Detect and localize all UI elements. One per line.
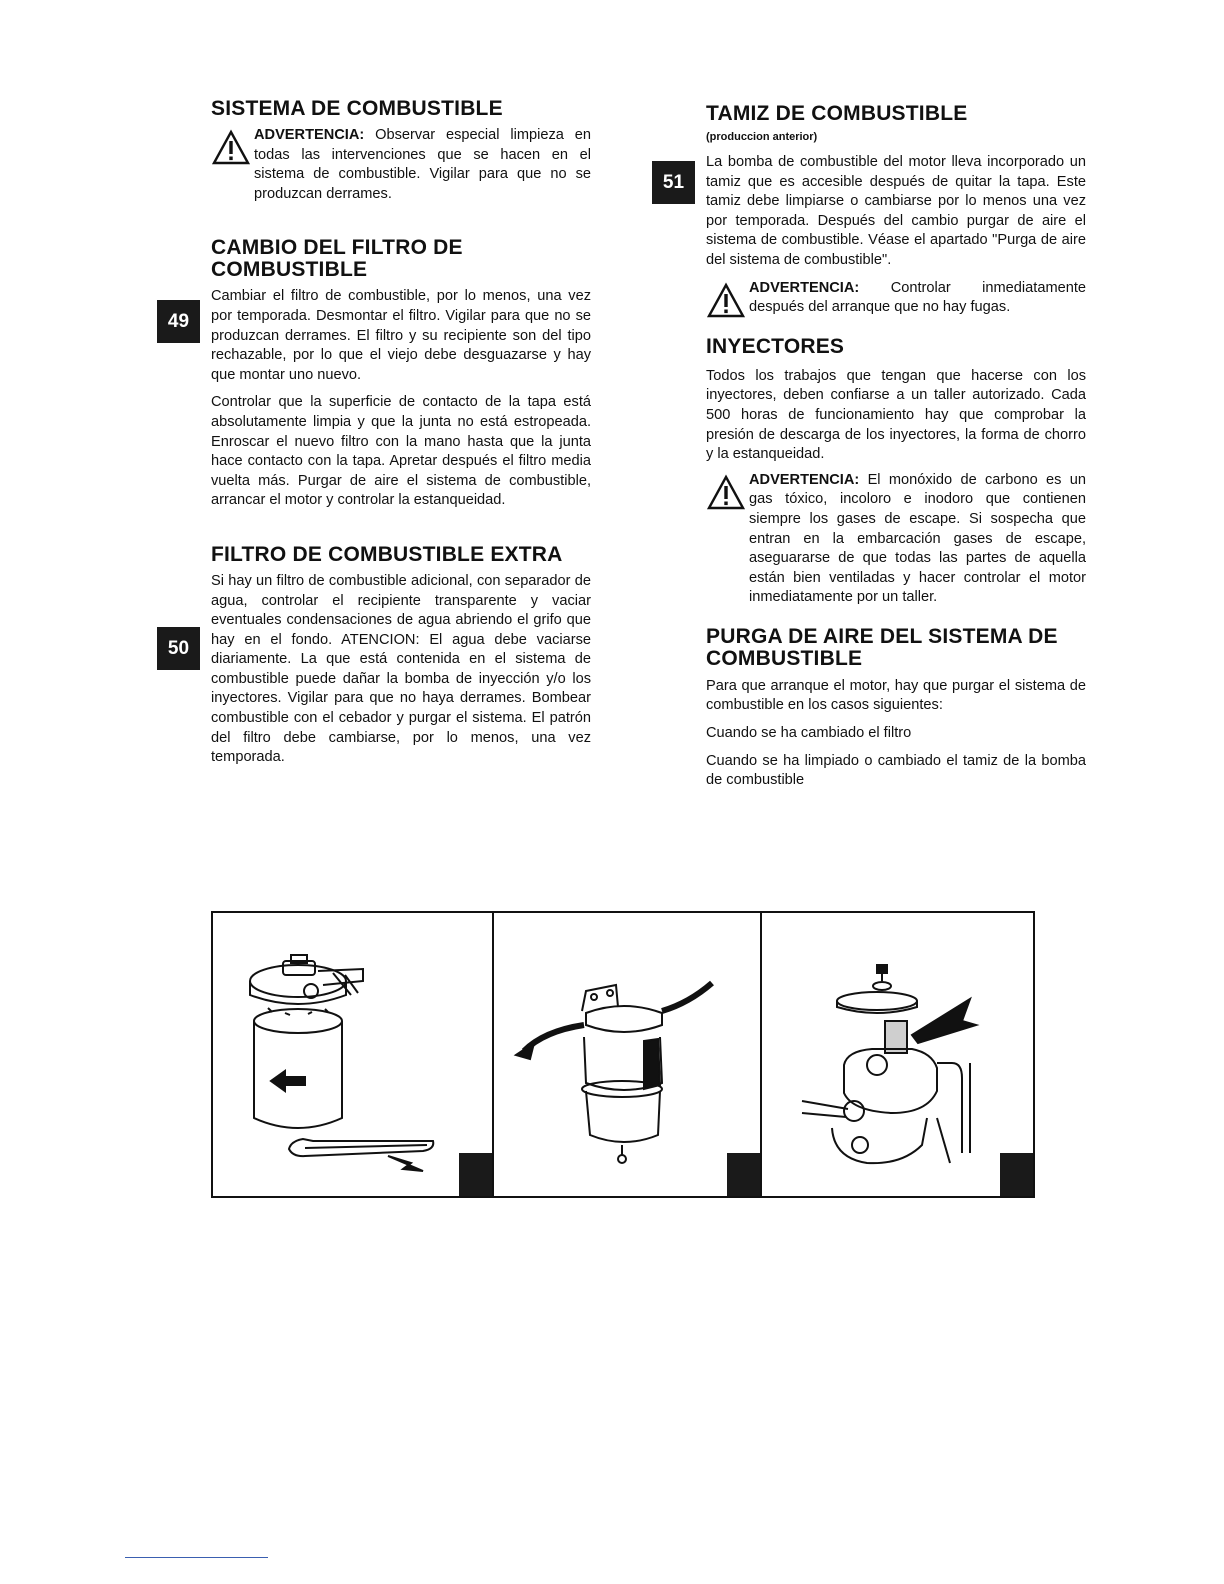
paragraph: Cuando se ha limpiado o cambiado el tamiz de la bomba de combustible [706,752,1086,789]
figure-badge-49: 49 [157,300,200,343]
warning-carbon-monoxide: ADVERTENCIA: El monóxido de carbono es un gas tóxico, incoloro e inodoro que contienen siempre los gases de escape. Si sospecha que entran en la embarcación gases de escape, aseguararse de que todas las partes de aquella están bien ventiladas y hacer controlar el motor inmediatamente por un taller. [706,471,1086,608]
section-title-tamiz: TAMIZ DE COMBUSTIBLE [706,102,968,125]
paragraph: Para que arranque el motor, hay que purgar el sistema de combustible en los casos siguientes: [706,677,1086,714]
footer-rule [125,1557,268,1558]
figure-fuel-pump-strainer [762,913,1033,1196]
fuel-pump-strainer-illustration [762,913,1031,1196]
warning-leaks: ADVERTENCIA: Controlar inmediatamente después del arranque que no hay fugas. [706,279,1086,318]
figure-water-separator [494,913,762,1196]
section-title-inyectores: INYECTORES [706,334,845,358]
paragraph: La bomba de combustible del motor lleva incorporado un tamiz que es accesible después de quitar la tapa. Este tamiz debe limpiarse o cambiarse por lo menos una vez por temporada. Después del cambio purgar de aire el sistema de combustible. Véase el apartado "Purga de aire del sistema de combustible". [706,154,1086,268]
section-title-filtro-extra: FILTRO DE COMBUSTIBLE EXTRA [211,542,563,566]
fuel-filter-illustration [213,913,492,1196]
figure-corner-marker [459,1153,492,1196]
water-separator-illustration [494,913,760,1196]
right-column [706,103,1086,791]
section-title-sistema: SISTEMA DE COMBUSTIBLE [211,97,503,120]
figure-badge-51: 51 [652,161,695,204]
subtitle-produccion: (produccion anterior) [706,131,818,143]
figure-corner-marker [727,1153,760,1196]
paragraph: Todos los trabajos que tengan que hacerse con los inyectores, deben confiarse a un taller autorizado. Cada 500 horas de funcionamiento hay que comprobar la presión de descarga de los inyectores, la forma de chorro y la estanqueidad. [706,367,1086,463]
section-title-purga: PURGA DE AIRE DEL SISTEMA DE COMBUSTIBLE [706,624,1058,670]
figure-strip [211,911,1035,1198]
paragraph: Si hay un filtro de combustible adicional, con separador de agua, controlar el recipiente transparente y vaciar eventuales condensaciones de agua abriendo el grifo que hay en el fondo. ATENCION: El agua debe vaciarse diariamente. La que está contenida en el sistema de combustible puede dañar la bomba de inyección y/o los inyectores. Vigilar para que no haya derrames. Bombear combustible con el cebador y purgar el sistema. El patrón del filtro debe cambiarse, por lo menos, una vez temporada. [211,572,591,766]
figure-fuel-filter [213,913,494,1196]
paragraph: Cuando se ha cambiado el filtro [706,725,912,742]
section-title-cambio-filtro: CAMBIO DEL FILTRO DE COMBUSTIBLE [211,236,463,282]
warning-icon [707,282,745,318]
warning-icon [212,129,250,165]
figure-badge-50: 50 [157,627,200,670]
warning-cleanliness: ADVERTENCIA: Observar especial limpieza en todas las intervenciones que se hacen en el sistema de combustible. Vigilar para que no se produzcan derrames. [211,126,591,204]
paragraph: Controlar que la superficie de contacto de la tapa está absolutamente limpia y que la junta no está estropeada. Enroscar el nuevo filtro con la mano hasta que la junta hace contacto con la tapa. Apretar después el filtro media vuelta más. Purgar de aire el sistema de combustible, arrancar el motor y controlar la estanqueidad. [211,394,591,509]
left-column [211,98,591,768]
figure-corner-marker [1000,1153,1033,1196]
paragraph: Cambiar el filtro de combustible, por lo menos, una vez por temporada. Desmontar el filtro. Vigilar para que no se produzcan derrames. El filtro y su recipiente son del tipo rechazable, por lo que el viejo debe desguazarse y hay que montar uno nuevo. [211,288,591,383]
warning-icon [707,474,745,510]
